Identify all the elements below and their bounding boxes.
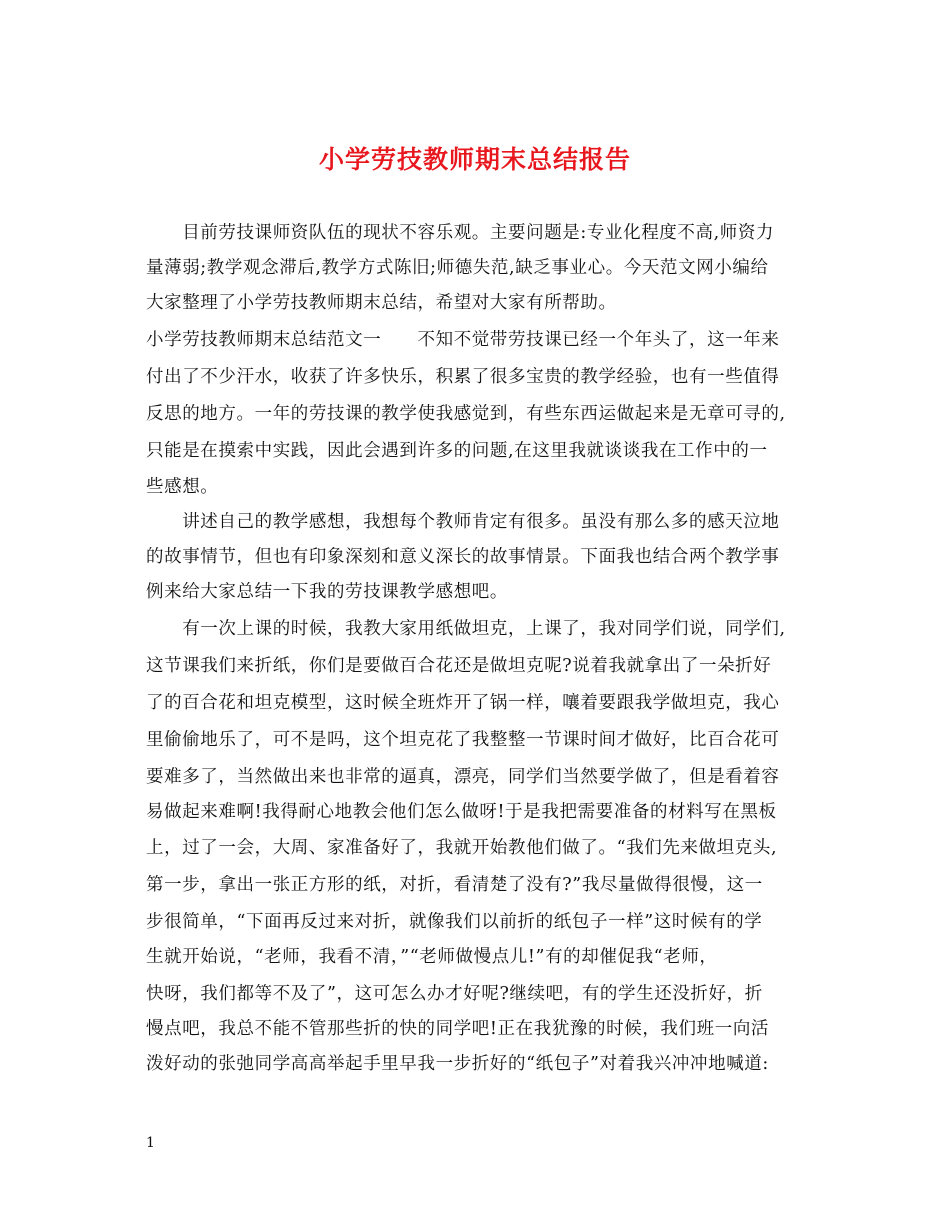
body-line: 慢点吧，我总不能不管那些折的快的同学吧!正在我犹豫的时候，我们班一向活 (146, 1019, 770, 1039)
body-line: 反思的地方。一年的劳技课的教学使我感觉到，有些东西运做起来是无章可寻的, (146, 404, 786, 424)
body-line: 讲述自己的教学感想，我想每个教师肯定有很多。虽没有那么多的感天泣地 (146, 512, 780, 532)
body-line: 生就开始说，“老师，我看不清，”“老师做慢点儿!”有的却催促我“老师， (146, 947, 718, 967)
document-title: 小学劳技教师期末总结报告 (318, 145, 631, 174)
body-line: 第一步，拿出一张正方形的纸，对折，看清楚了没有?”我尽量做得很慢，这一 (146, 875, 763, 895)
body-line: 些感想。 (146, 477, 219, 497)
body-line: 只能是在摸索中实践，因此会遇到许多的问题,在这里我就谈谈我在工作中的一 (146, 441, 768, 461)
body-line: 有一次上课的时候，我教大家用纸做坦克，上课了，我对同学们说，同学们, (146, 619, 786, 639)
body-line: 快呀，我们都等不及了”，这可怎么办才好呢?继续吧，有的学生还没折好，折 (146, 984, 763, 1004)
body-line: 要难多了，当然做出来也非常的逼真，漂亮，同学们当然要学做了，但是看着容 (146, 767, 780, 787)
body-line: 大家整理了小学劳技教师期末总结，希望对大家有所帮助。 (146, 293, 617, 313)
body-line: 量薄弱;教学观念滞后,教学方式陈旧;师德失范,缺乏事业心。今天范文网小编给 (146, 258, 769, 278)
body-line: 这节课我们来折纸，你们是要做百合花还是做坦克呢?说着我就拿出了一朵折好 (146, 656, 772, 676)
body-line: 目前劳技课师资队伍的现状不容乐观。主要问题是:专业化程度不高,师资力 (146, 223, 775, 243)
body-line: 小学劳技教师期末总结范文一 不知不觉带劳技课已经一个年头了，这一年来 (146, 330, 780, 350)
body-line: 付出了不少汗水，收获了许多快乐，积累了很多宝贵的教学经验，也有一些值得 (146, 367, 780, 387)
body-line: 例来给大家总结一下我的劳技课教学感想吧。 (146, 582, 508, 602)
page-number: 1 (146, 1135, 155, 1151)
body-line: 泼好动的张弛同学高高举起手里早我一步折好的“纸包子”对着我兴冲冲地喊道: (146, 1054, 769, 1074)
body-line: 了的百合花和坦克模型，这时候全班炸开了锅一样，嚷着要跟我学做坦克，我心 (146, 693, 780, 713)
body-line: 易做起来难啊!我得耐心地教会他们怎么做呀!于是我把需要准备的材料写在黑板 (146, 802, 777, 822)
body-line: 里偷偷地乐了，可不是吗，这个坦克花了我整整一节课时间才做好，比百合花可 (146, 730, 780, 750)
body-line: 的故事情节，但也有印象深刻和意义深长的故事情景。下面我也结合两个教学事 (146, 547, 780, 567)
body-line: 步很简单，“下面再反过来对折，就像我们以前折的纸包子一样”这时候有的学 (146, 912, 763, 932)
body-line: 上，过了一会，大周、家准备好了，我就开始教他们做了。“我们先来做坦克头, (146, 838, 778, 858)
